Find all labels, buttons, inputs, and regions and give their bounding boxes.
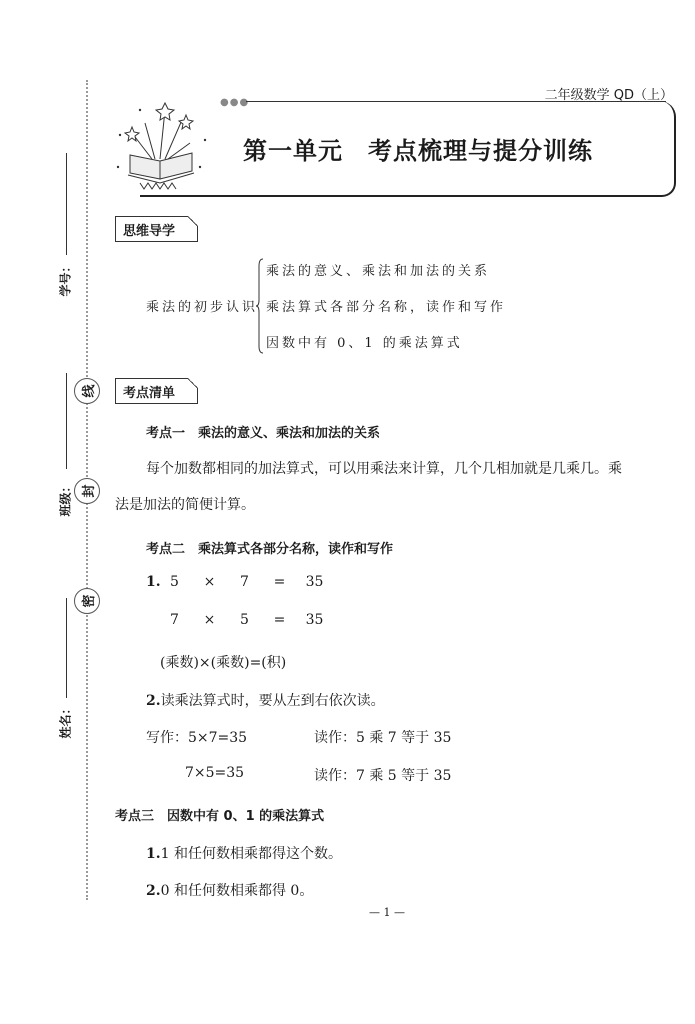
seal-xian: 线 [74, 378, 100, 404]
student-id-line[interactable] [66, 153, 67, 255]
equation-row-1: 5 × 7 = 35 [170, 574, 324, 590]
section-tag-mind-map: 思维导学 [115, 216, 198, 242]
part-names: (乘数)×(乘数)=(积) [160, 655, 287, 671]
mind-map-branch: 因数中有 0、1 的乘法算式 [266, 336, 463, 351]
decor-dots: ●●● [220, 97, 250, 108]
point3-item1: 1.1 和任何数相乘都得这个数。 [146, 846, 342, 862]
unit-title: 第一单元 考点梳理与提分训练 [243, 137, 593, 165]
page-number: — 1 — [369, 906, 405, 919]
point1-text-line1: 每个加数都相同的加法算式，可以用乘法来计算，几个几相加就是几乘几。乘 [146, 461, 622, 477]
open-book-stars-icon [110, 95, 220, 195]
read-example-1: 读作：5 乘 7 等于 35 [314, 730, 452, 746]
brace-icon [256, 258, 264, 354]
point1-text-line2: 法是加法的简便计算。 [115, 497, 255, 513]
mind-map-branch: 乘法算式各部分名称，读作和写作 [266, 300, 507, 315]
write-example-1: 写作：5×7=35 [146, 730, 248, 746]
class-label: 班级： [58, 480, 73, 517]
seal-feng: 封 [74, 478, 100, 504]
mind-map-branch: 乘法的意义、乘法和加法的关系 [266, 264, 491, 279]
mind-map-root: 乘法的初步认识 [146, 300, 259, 315]
equation-row-2: 7 × 5 = 35 [170, 612, 324, 628]
point1-heading: 考点一 乘法的意义、乘法和加法的关系 [146, 426, 381, 441]
name-line[interactable] [66, 598, 67, 698]
point2-item1-number: 1. [146, 574, 161, 590]
point2-item2: 2.读乘法算式时，要从左到右依次读。 [146, 693, 385, 709]
seal-mi: 密 [74, 588, 100, 614]
point3-heading: 考点三 因数中有 0、1 的乘法算式 [115, 809, 325, 824]
grade-label: 二年级数学 QD（上） [544, 88, 673, 103]
student-id-label: 学号： [58, 260, 73, 297]
read-example-2: 读作：7 乘 5 等于 35 [314, 768, 452, 784]
section-tag-checklist: 考点清单 [115, 378, 198, 404]
point3-item2: 2.0 和任何数相乘都得 0。 [146, 883, 314, 899]
point2-heading: 考点二 乘法算式各部分名称，读作和写作 [146, 542, 394, 557]
name-label: 姓名： [58, 702, 73, 739]
class-line[interactable] [66, 373, 67, 469]
write-example-2: 7×5=35 [185, 765, 245, 781]
